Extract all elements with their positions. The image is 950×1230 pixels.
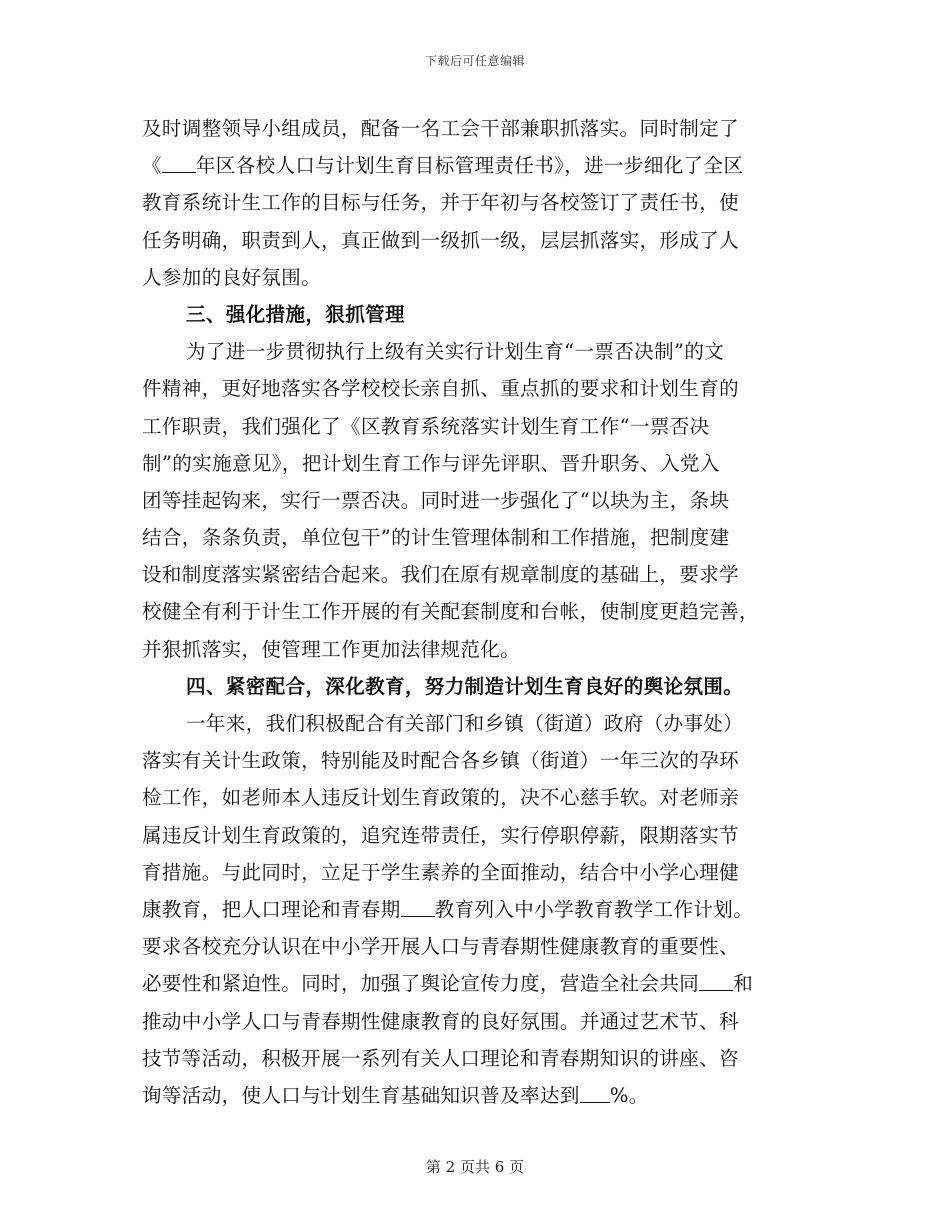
line-text-before: 康教育，把人口理论和青春期 <box>142 897 401 921</box>
paragraph-line: 检工作，如老师本人违反计划生育政策的，决不心慈手软。对老师亲 <box>142 786 740 810</box>
paragraph-line: 结合，条条负责，单位包干”的计生管理体制和工作措施，把制度建 <box>142 526 730 550</box>
paragraph-line: 技节等活动，积极开展一系列有关人口理论和青春期知识的讲座、咨 <box>142 1046 740 1070</box>
line-text-before: 询等活动，使人口与计划生育基础知识普及率达到 <box>142 1083 580 1107</box>
section-heading: 四、紧密配合，深化教育，努力制造计划生育良好的舆论氛围。 <box>186 674 744 698</box>
fill-in-blank <box>401 898 435 917</box>
paragraph-line <box>142 965 806 1002</box>
fill-in-blank <box>580 1084 610 1103</box>
line-text-before: 必要性和紧迫性。同时，加强了舆论宣传力度，营造全社会共同 <box>142 972 700 996</box>
paragraph-line: 一年来，我们积极配合有关部门和乡镇（街道）政府（办事处） <box>186 712 744 735</box>
paragraph-line: 任务明确，职责到人，真正做到一级抓一级，层层抓落实，形成了人 <box>142 228 740 252</box>
paragraph-line: 要求各校充分认识在中小学开展人口与青春期性健康教育的重要性、 <box>142 935 740 959</box>
paragraph-line: 育措施。与此同时，立足于学生素养的全面推动，结合中小学心理健 <box>142 860 740 884</box>
paragraph-line: 为了进一步贯彻执行上级有关实行计划生育“一票否决制”的文 <box>186 340 725 364</box>
paragraph-line: 教育系统计生工作的目标与任务，并于年初与各校签订了责任书，使 <box>142 191 740 215</box>
document-body <box>142 110 806 1114</box>
paragraph-line: 及时调整领导小组成员，配备一名工会干部兼职抓落实。同时制定了 <box>142 117 740 140</box>
paragraph-line: 人参加的良好氛围。 <box>142 265 322 289</box>
paragraph-line: 属违反计划生育政策的，追究连带责任，实行停职停薪，限期落实节 <box>142 823 740 847</box>
paragraph-line <box>142 147 806 184</box>
paragraph-line: 并狠抓落实，使管理工作更加法律规范化。 <box>142 637 521 661</box>
fill-in-blank <box>699 972 733 991</box>
paragraph-line: 件精神，更好地落实各学校校长亲自抓、重点抓的要求和计划生育的 <box>142 377 740 401</box>
paragraph-line: 设和制度落实紧密结合起来。我们在原有规章制度的基础上，要求学 <box>142 563 740 587</box>
fill-in-blank <box>162 154 196 173</box>
line-text-after: 年区各校人口与计划生育目标管理责任书》，进一步细化了全区 <box>195 154 744 178</box>
page-number-footer: 第 2 页共 6 页 <box>425 1158 525 1176</box>
paragraph-line: 工作职责，我们强化了《区教育系统落实计划生育工作“一票否决 <box>142 414 710 438</box>
line-text-after: %。 <box>609 1083 649 1107</box>
section-heading: 三、强化措施，狠抓管理 <box>186 302 405 326</box>
paragraph-line: 推动中小学人口与青春期性健康教育的良好氛围。并通过艺术节、科 <box>142 1009 740 1033</box>
paragraph-line: 校健全有利于计生工作开展的有关配套制度和台帐，使制度更趋完善， <box>142 600 759 624</box>
page-header: 下载后可任意编辑 <box>424 54 525 68</box>
line-text-after: 教育列入中小学教育教学工作计划。 <box>434 897 754 921</box>
paragraph-line <box>142 1077 806 1114</box>
paragraph-line: 落实有关计生政策，特别能及时配合各乡镇（街道）一年三次的孕环 <box>142 749 740 773</box>
paragraph-line: 团等挂起钩来，实行一票否决。同时进一步强化了“以块为主，条块 <box>142 488 730 512</box>
paragraph-line: 制”的实施意见》，把计划生育工作与评先评职、晋升职务、入党入 <box>142 451 720 475</box>
line-text-before: 《 <box>142 154 162 178</box>
line-text-after: 和 <box>733 972 754 996</box>
paragraph-line <box>142 891 806 928</box>
